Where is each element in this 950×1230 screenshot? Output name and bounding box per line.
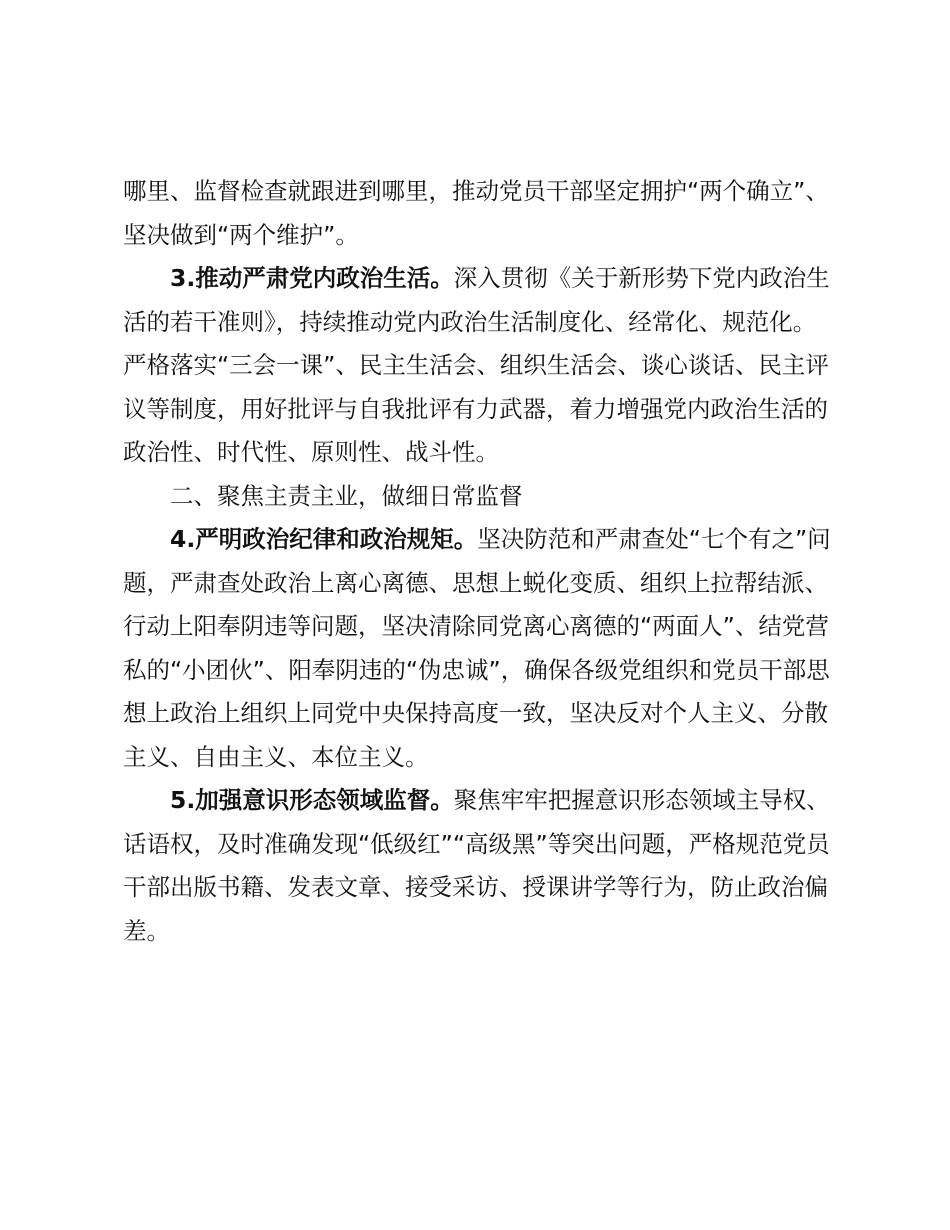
paragraph-text: 聚焦牢牢把握意识形态领域主导权、话语权，及时准确发现“低级红”“高级黑”等突出问题，严格规范党员干部出版书籍、发表文章、接受采访、授课讲学等行为，防止政治偏差。: [123, 786, 830, 945]
paragraph-text: 哪里、监督检查就跟进到哪里，推动党员干部坚定拥护“两个确立”、坚决做到“两个维护”。: [123, 177, 829, 249]
paragraph-continuation: [123, 170, 835, 257]
item-heading: 5.加强意识形态领域监督。: [170, 786, 454, 814]
document-body: [123, 170, 835, 953]
paragraph-item-3: [123, 257, 835, 475]
paragraph-item-5: [123, 779, 835, 953]
paragraph-item-4: [123, 518, 835, 779]
paragraph-text: 坚决防范和严肃查处“七个有之”问题，严肃查处政治上离心离德、思想上蜕化变质、组织上拉帮结派、行动上阳奉阴违等问题，坚决清除同党离心离德的“两面人”、结党营私的“小团伙”、阳奉阴违的“伪忠诚”，确保各级党组织和党员干部思想上政治上组织上同党中央保持高度一致，坚决反对个人主义、分散主义、自由主义、本位主义。: [123, 525, 831, 771]
section-title-text: 二、聚焦主责主业，做细日常监督: [170, 481, 523, 510]
section-title: [123, 475, 835, 519]
item-heading: 3.推动严肃党内政治生活。: [170, 264, 454, 292]
item-heading: 4.严明政治纪律和政治规矩。: [170, 525, 478, 553]
paragraph-text: 深入贯彻《关于新形势下党内政治生活的若干准则》，持续推动党内政治生活制度化、经常化、规范化。严格落实“三会一课”、民主生活会、组织生活会、谈心谈话、民主评议等制度，用好批评与自我批评有力武器，着力增强党内政治生活的政治性、时代性、原则性、战斗性。: [123, 264, 830, 466]
